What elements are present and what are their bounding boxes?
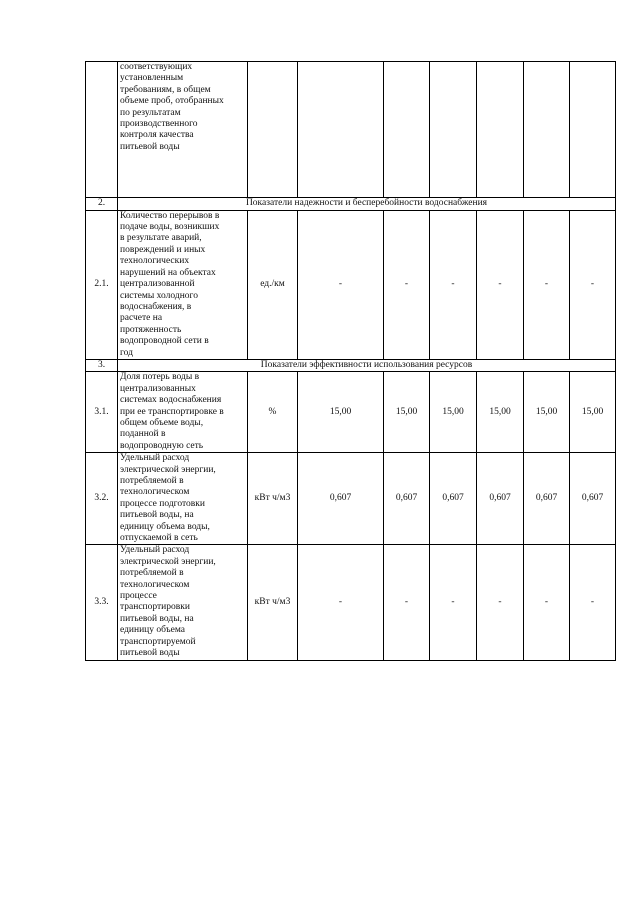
description-line: централизованной <box>120 279 195 290</box>
unit-cell: ед./км <box>248 210 298 359</box>
description-line: технологическом <box>120 487 190 498</box>
description-line: транспортировки <box>120 602 190 613</box>
description-line: единицу объема воды, <box>120 521 210 532</box>
indicators-table <box>85 61 616 661</box>
indicator-description <box>118 372 248 453</box>
description-line: протяженность <box>120 324 182 335</box>
description-line: требованиям, в общем <box>120 84 211 95</box>
value-cell: 0,607 <box>477 453 524 545</box>
value-cell: - <box>430 210 477 359</box>
description-line: водопроводной сети в <box>120 336 209 347</box>
description-line: объеме проб, отобранных <box>120 96 224 107</box>
description-line: технологическом <box>120 579 190 590</box>
value-cell <box>430 62 477 198</box>
value-cell: - <box>477 210 524 359</box>
description-line: водоснабжения, в <box>120 301 192 312</box>
section-row <box>86 198 616 210</box>
value-cell: - <box>570 545 616 660</box>
value-cell: 0,607 <box>524 453 570 545</box>
section-title: Показатели надежности и бесперебойности водоснабжения <box>118 198 616 210</box>
value-cell: - <box>524 210 570 359</box>
value-cell: 0,607 <box>570 453 616 545</box>
table-row <box>86 545 616 660</box>
description-line: Доля потерь воды в <box>120 372 200 383</box>
value-cell: 0,607 <box>298 453 384 545</box>
value-cell: - <box>298 210 384 359</box>
value-cell <box>477 62 524 198</box>
row-number: 2. <box>86 198 118 210</box>
description-line: питьевой воды, на <box>120 613 194 624</box>
row-number: 3.3. <box>86 545 118 660</box>
unit-cell <box>248 62 298 198</box>
value-cell: 0,607 <box>384 453 430 545</box>
description-line: процессе <box>120 591 157 602</box>
row-number: 3.2. <box>86 453 118 545</box>
value-cell <box>384 62 430 198</box>
row-number: 3.1. <box>86 372 118 453</box>
description-line: централизованных <box>120 383 196 394</box>
unit-cell: кВт ч/м3 <box>248 453 298 545</box>
row-number: 3. <box>86 359 118 371</box>
section-title: Показатели эффективности использования ресурсов <box>118 359 616 371</box>
indicator-description <box>118 210 248 359</box>
description-line: производственного <box>120 119 198 130</box>
value-cell: 15,00 <box>477 372 524 453</box>
table-row <box>86 210 616 359</box>
description-line: системах водоснабжения <box>120 395 222 406</box>
description-line: год <box>120 347 133 358</box>
value-cell: 15,00 <box>524 372 570 453</box>
description-line: питьевой воды <box>120 141 180 152</box>
section-row <box>86 359 616 371</box>
description-line: общем объеме воды, <box>120 417 204 428</box>
description-line: при ее транспортировке в <box>120 406 224 417</box>
value-cell: - <box>384 210 430 359</box>
value-cell: 15,00 <box>570 372 616 453</box>
description-line: повреждений и иных <box>120 244 206 255</box>
description-line: контроля качества <box>120 130 194 141</box>
unit-cell: кВт ч/м3 <box>248 545 298 660</box>
description-line: электрической энергии, <box>120 464 216 475</box>
value-cell <box>570 62 616 198</box>
description-line: Удельный расход <box>120 545 190 556</box>
indicator-description <box>118 545 248 660</box>
description-line: электрической энергии, <box>120 556 216 567</box>
description-line: подаче воды, возникших <box>120 222 220 233</box>
description-line: системы холодного <box>120 290 198 301</box>
value-cell: 15,00 <box>298 372 384 453</box>
description-line: водопроводную сеть <box>120 440 204 451</box>
indicator-description <box>118 62 248 198</box>
description-line: расчете на <box>120 313 163 324</box>
description-line: поданной в <box>120 429 166 440</box>
description-line: питьевой воды <box>120 648 180 659</box>
value-cell: - <box>570 210 616 359</box>
indicator-description <box>118 453 248 545</box>
value-cell: - <box>524 545 570 660</box>
description-line: питьевой воды, на <box>120 510 194 521</box>
unit-cell: % <box>248 372 298 453</box>
value-cell: 15,00 <box>430 372 477 453</box>
description-line: Количество перерывов в <box>120 210 220 221</box>
description-line: потребляемой в <box>120 568 184 579</box>
row-number: 2.1. <box>86 210 118 359</box>
value-cell: 0,607 <box>430 453 477 545</box>
description-line: единицу объема <box>120 625 186 636</box>
description-line: Удельный расход <box>120 453 190 464</box>
row-number <box>86 62 118 198</box>
description-line: по результатам <box>120 107 181 118</box>
value-cell: - <box>430 545 477 660</box>
value-cell: - <box>384 545 430 660</box>
description-line: транспортируемой <box>120 636 196 647</box>
value-cell: - <box>298 545 384 660</box>
description-line: соответствующих <box>120 62 193 72</box>
description-line: отпускаемой в сеть <box>120 533 198 544</box>
description-line: установленным <box>120 73 184 84</box>
value-cell: - <box>477 545 524 660</box>
description-line: процессе подготовки <box>120 498 205 509</box>
description-line: нарушений на объектах <box>120 267 216 278</box>
table-row <box>86 62 616 198</box>
value-cell: 15,00 <box>384 372 430 453</box>
description-line: в результате аварий, <box>120 233 202 244</box>
description-line: технологических <box>120 256 190 267</box>
value-cell <box>524 62 570 198</box>
table-row <box>86 453 616 545</box>
table-row <box>86 372 616 453</box>
value-cell <box>298 62 384 198</box>
description-line: потребляемой в <box>120 476 184 486</box>
